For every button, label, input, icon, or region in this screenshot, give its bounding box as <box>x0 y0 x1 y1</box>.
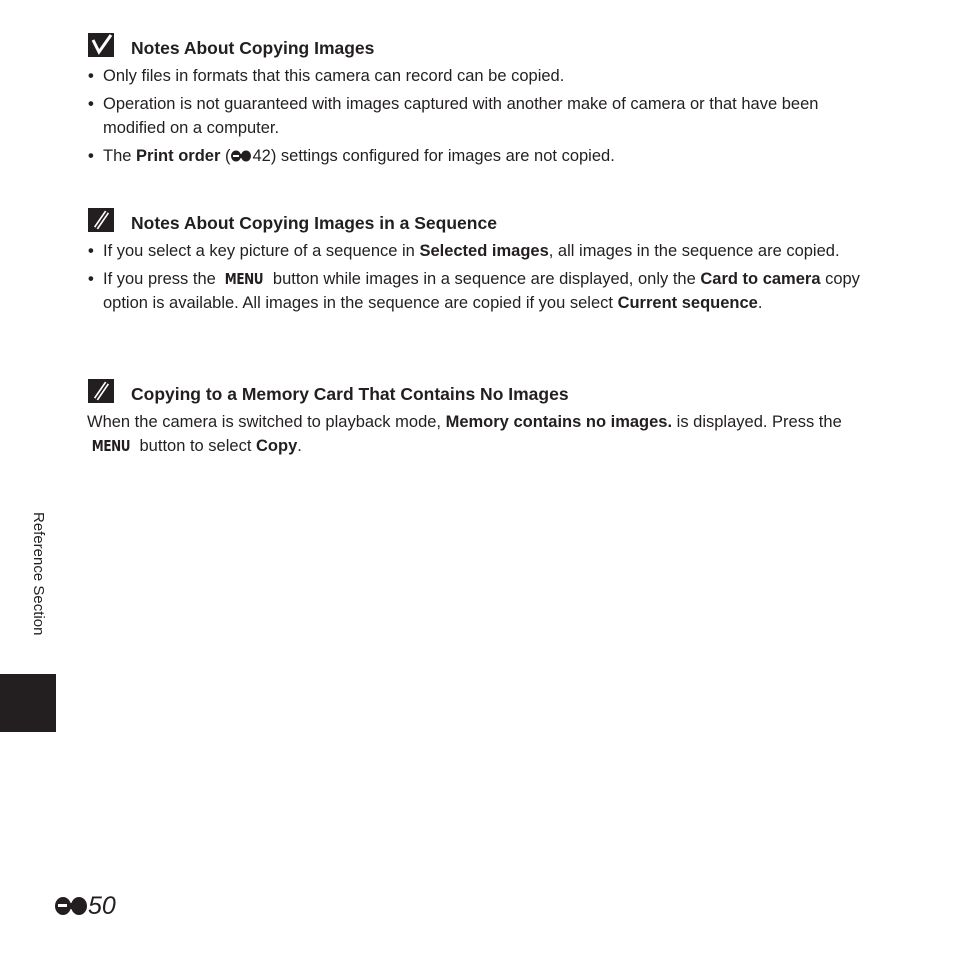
section-sequence-notes <box>87 207 877 315</box>
list-item: • Only files in formats that this camera can record can be copied. <box>87 64 877 88</box>
reference-section-icon <box>54 894 88 918</box>
menu-button-icon: MENU <box>91 437 131 455</box>
note-pencil-icon <box>87 378 117 406</box>
print-order-term: Print order <box>136 147 221 165</box>
selected-images-term: Selected images <box>419 242 549 260</box>
list-item: • If you select a key picture of a sequence in Selected images, all images in the sequence are copied. <box>87 239 877 263</box>
card-to-camera-term: Card to camera <box>700 270 821 288</box>
list-item: • If you press the MENU button while images in a sequence are displayed, only the Card to camera copy option is available. All images in the sequence are copied if you select Current sequence. <box>87 267 877 315</box>
section-title: Notes About Copying Images <box>131 38 375 58</box>
memory-message-term: Memory contains no images. <box>445 413 673 431</box>
copy-term: Copy <box>256 437 298 455</box>
sidebar-section-label: Reference Section <box>30 512 47 636</box>
section-copying-notes <box>87 32 877 168</box>
section-heading <box>87 32 877 60</box>
section-heading <box>87 207 877 235</box>
menu-button-icon: MENU <box>225 270 264 288</box>
current-sequence-term: Current sequence <box>617 294 758 312</box>
section-title: Copying to a Memory Card That Contains No Images <box>131 384 569 404</box>
section-heading <box>87 378 877 406</box>
page-number: 50 <box>54 890 116 924</box>
paragraph: When the camera is switched to playback mode, Memory contains no images. is displayed. Press the MENU button to select Copy. <box>87 410 877 458</box>
section-title: Notes About Copying Images in a Sequence <box>131 213 497 233</box>
list-item: • Operation is not guaranteed with images captured with another make of camera or that have been modified on a computer. <box>87 92 877 140</box>
page-reference: 42 <box>252 147 271 165</box>
section-empty-card-notes <box>87 378 877 458</box>
note-pencil-icon <box>87 207 117 235</box>
caution-check-icon <box>87 32 117 60</box>
bullet-list <box>87 64 877 168</box>
list-item: • The Print order ( 42) settings configured for images are not copied. <box>87 144 877 168</box>
bullet-list <box>87 239 877 315</box>
sidebar-tab-marker <box>0 674 56 732</box>
reference-section-icon <box>230 149 252 163</box>
